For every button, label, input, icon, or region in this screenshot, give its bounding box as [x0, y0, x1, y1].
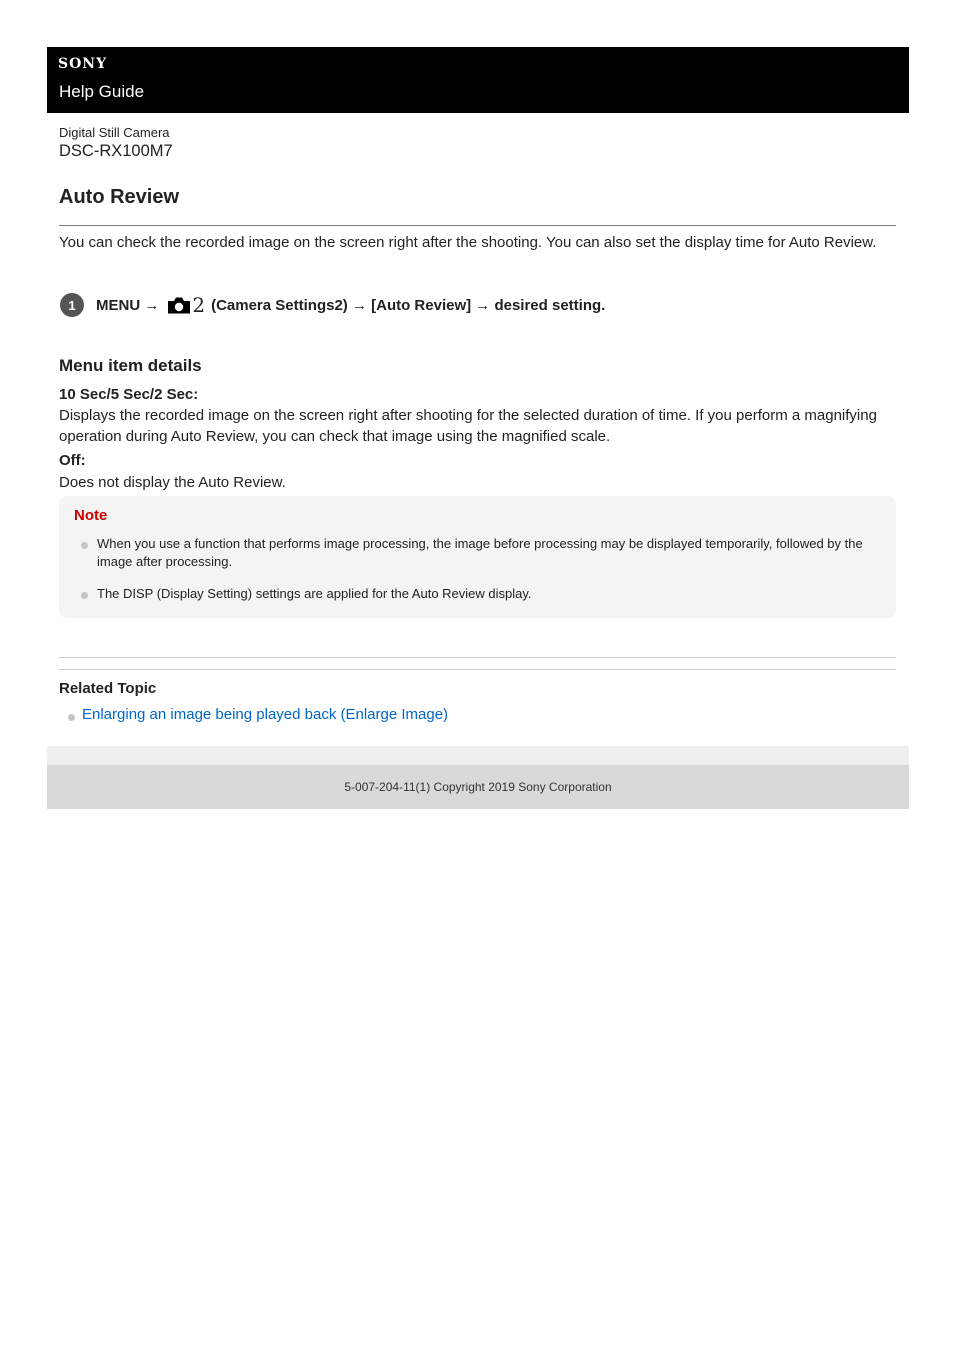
menu-item-term: 10 Sec/5 Sec/2 Sec: — [59, 386, 199, 403]
menu-item-term: Off: — [59, 452, 86, 469]
camera-settings-number: 2 — [192, 293, 206, 317]
page-header — [47, 47, 909, 113]
title-divider — [59, 225, 896, 226]
help-guide-title: Help Guide — [59, 82, 145, 101]
menu-item-description: Does not display the Auto Review. — [59, 474, 286, 491]
product-type: Digital Still Camera — [59, 125, 170, 140]
intro-text: You can check the recorded image on the screen right after the shooting. You can also set the display time for Auto Review. — [59, 234, 877, 251]
step-number-badge: 1 — [60, 293, 84, 317]
page-footer — [47, 765, 909, 809]
related-divider-top — [59, 657, 896, 658]
copyright-text: 5-007-204-11(1) Copyright 2019 Sony Corporation — [344, 780, 612, 794]
related-link-enlarge-image[interactable]: Enlarging an image being played back (Enlarge Image) — [82, 706, 449, 723]
note-title: Note — [74, 507, 108, 524]
related-topic-heading: Related Topic — [59, 680, 157, 697]
menu-item-description: Displays the recorded image on the screen right after shooting for the selected duration of time. If you perform a magnifying operation during Auto Review, you can check that image using the magnified scale. — [59, 407, 877, 445]
product-model: DSC-RX100M7 — [59, 142, 173, 160]
step-text-path: (Camera Settings2) → [Auto Review] → desired setting. — [211, 296, 606, 314]
bullet-icon — [81, 592, 88, 599]
camera-settings-icon — [167, 293, 206, 317]
footer-spacer — [47, 746, 909, 765]
menu-details-heading: Menu item details — [59, 356, 202, 375]
step-1 — [60, 292, 605, 318]
related-divider-bottom — [59, 669, 896, 670]
bullet-icon — [81, 542, 88, 549]
step-text-menu: MENU → — [96, 296, 160, 314]
sony-logo: SONY — [58, 56, 108, 72]
note-item: When you use a function that performs image processing, the image before processing may be displayed temporarily, followed by the image after processing. — [97, 536, 863, 569]
note-box — [59, 496, 896, 618]
page-title: Auto Review — [59, 186, 180, 208]
note-item: The DISP (Display Setting) settings are applied for the Auto Review display. — [97, 586, 532, 601]
bullet-icon — [68, 714, 75, 721]
camera-icon — [167, 296, 191, 314]
